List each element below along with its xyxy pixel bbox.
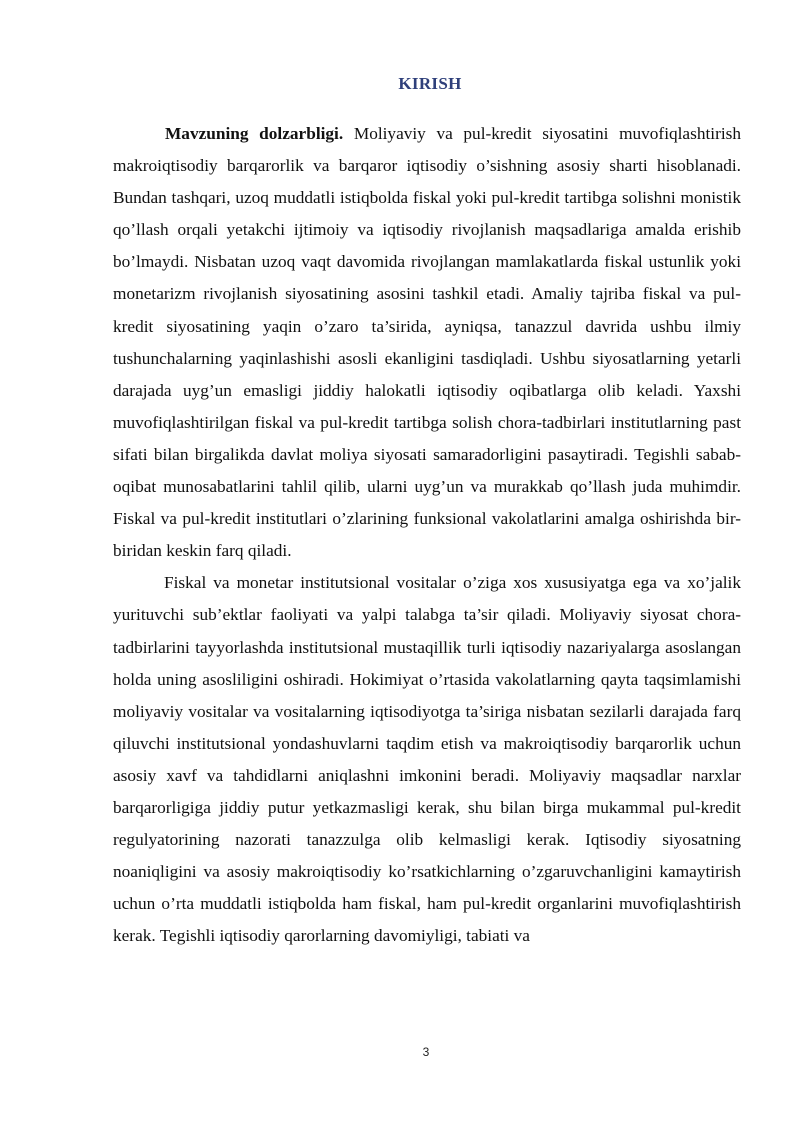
page-number: 3: [422, 1045, 430, 1059]
paragraph-relevance: [113, 118, 741, 567]
body-text: [113, 118, 741, 952]
paragraph-text: Moliyaviy va pul-kredit siyosatini muvofiqlashtirish makroiqtisodiy barqarorlik va barqaror iqtisodiy o’sishning asosiy sharti hisoblanadi. Bundan tashqari, uzoq muddatli istiqbolda fiskal yoki pul-kredit tartibga solishni monistik qo’llash orqali yetakchi ijtimoiy va iqtisodiy rivojlanish maqsadlariga amalda erishib bo’lmaydi. Nisbatan uzoq vaqt davomida rivojlangan mamlakatlarda fiskal ustunlik yoki monetarizm rivojlanish siyosatining asosini tashkil etadi. Amaliy tajriba fiskal va pul-kredit siyosatining yaqin o’zaro ta’sirida, ayniqsa, tanazzul davrida ushbu ilmiy tushunchalarning yaqinlashishi asosli ekanligini tasdiqladi. Ushbu siyosatlarning yetarli darajada uyg’un emasligi jiddiy halokatli iqtisodiy oqibatlarga olib keladi. Yaxshi muvofiqlashtirilgan fiskal va pul-kredit tartibga solish chora-tadbirlari institutlarning past sifati bilan birgalikda davlat moliya siyosati samaradorligini pasaytiradi. Tegishli sabab-oqibat munosabatlarini tahlil qilib, ularni uyg’un va murakkab qo’llash juda muhimdir. Fiskal va pul-kredit institutlari o’zlarining funksional vakolatlarini amalga oshirishda bir-biridan keskin farq qiladi.: [113, 124, 741, 561]
paragraph-institutional-tools: [113, 567, 741, 952]
paragraph-lead: Mavzuning dolzarbligi.: [165, 124, 344, 143]
paragraph-text: Fiskal va monetar institutsional vositalar o’ziga xos xususiyatga ega va xo’jalik yurituvchi sub’ektlar faoliyati va yalpi talabga ta’sir qiladi. Moliyaviy siyosat chora-tadbirlarini tayyorlashda institutsional mustaqillik turli iqtisodiy nazariyalarga asoslangan holda uning asosliligini oshiradi. Hokimiyat o’rtasida vakolatlarning qayta taqsimlamishi moliyaviy vositalar va vositalarning iqtisodiyotga ta’siriga nisbatan sezilarli darajada farq qiluvchi institutsional yondashuvlarni taqdim etish va makroiqtisodiy barqarorlik uchun asosiy xavf va tahdidlarni aniqlashni imkonini beradi. Moliyaviy maqsadlar narxlar barqarorligiga jiddiy putur yetkazmasligi kerak, shu bilan birga mukammal pul-kredit regulyatorining nazorati tanazzulga olib kelmasligi kerak. Iqtisodiy siyosatning noaniqligini va asosiy makroiqtisodiy ko’rsatkichlarning o’zgaruvchanligini kamaytirish uchun o’rta muddatli istiqbolda ham fiskal, ham pul-kredit organlarini muvofiqlashtirish kerak. Tegishli iqtisodiy qarorlarning davomiyligi, tabiati va: [113, 573, 741, 946]
section-heading: KIRISH: [398, 74, 462, 93]
